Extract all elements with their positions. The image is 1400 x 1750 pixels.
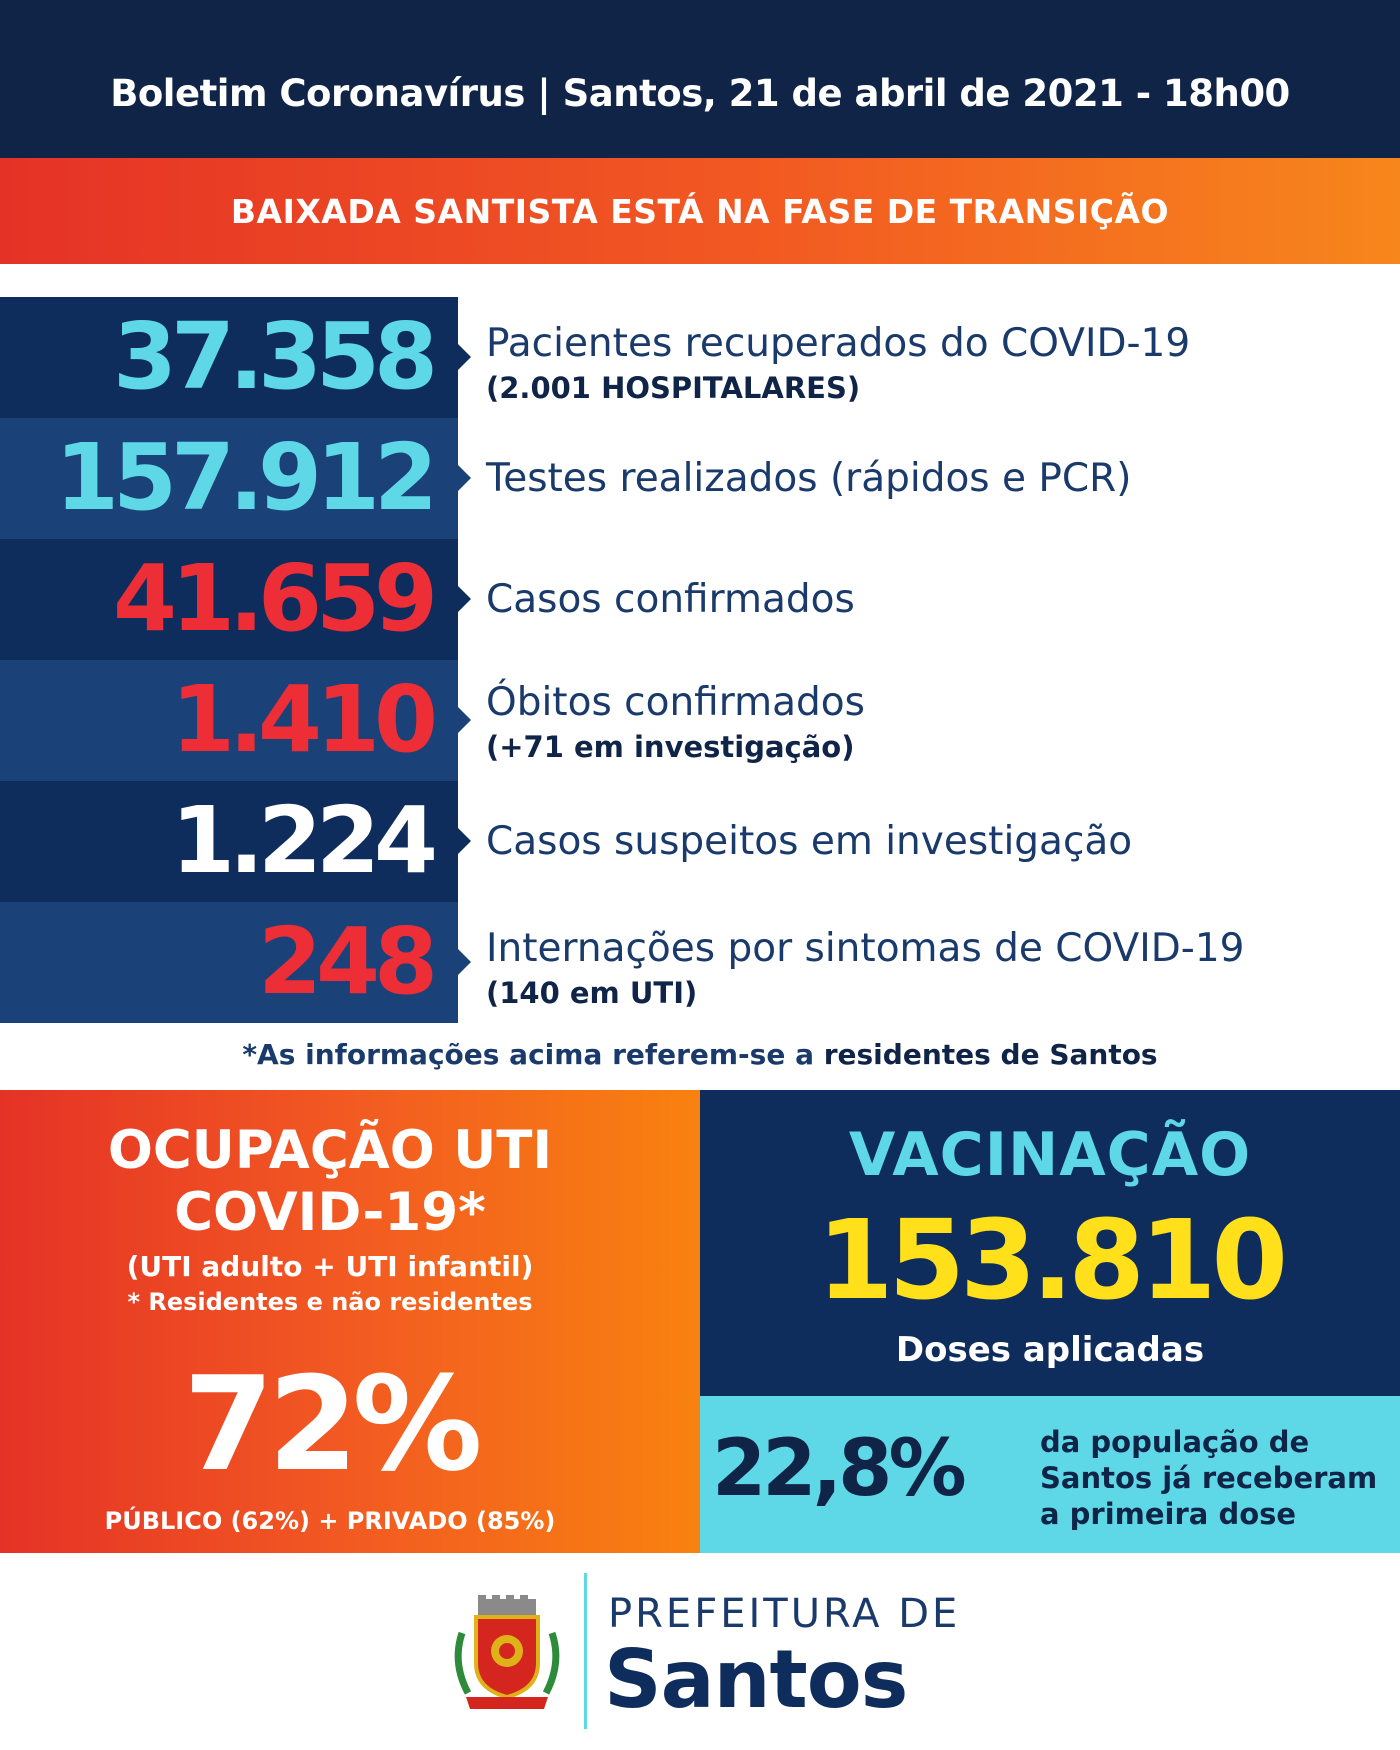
vaccination-title: VACINAÇÃO <box>848 1120 1252 1190</box>
stat-value-suspected: 1.224 <box>170 787 432 894</box>
stat-number-cell <box>0 418 458 539</box>
stat-label-confirmed: Casos confirmados <box>486 577 855 622</box>
population-percent: 22,8% <box>712 1424 963 1514</box>
stat-label-tests: Testes realizados (rápidos e PCR) <box>486 456 1132 501</box>
stat-number-cell <box>0 781 458 902</box>
arrow-pointer <box>458 344 471 370</box>
stat-row-confirmed <box>0 539 1400 660</box>
stat-value-hospitalized: 248 <box>257 908 432 1015</box>
footer <box>0 1553 1400 1750</box>
population-text-line1: da população de <box>1040 1425 1310 1459</box>
santos-coat-of-arms-icon <box>448 1593 566 1713</box>
residents-note <box>0 1038 1400 1071</box>
phase-banner <box>0 158 1400 264</box>
stat-value-confirmed: 41.659 <box>112 545 432 652</box>
header <box>0 0 1400 158</box>
stat-row-hospitalized <box>0 902 1400 1023</box>
uti-title-line1: OCUPAÇÃO UTI <box>107 1120 553 1181</box>
stat-number-cell <box>0 539 458 660</box>
stat-label-recovered: Pacientes recuperados do COVID-19 <box>486 321 1191 366</box>
stat-sub-deaths: (+71 em investigação) <box>486 730 855 764</box>
phase-banner-text: BAIXADA SANTISTA ESTÁ NA FASE DE TRANSIÇÃO <box>230 192 1170 231</box>
residents-note-bold: residentes de Santos <box>823 1038 1158 1071</box>
stat-label-deaths: Óbitos confirmados <box>486 680 865 725</box>
arrow-pointer <box>458 828 471 854</box>
arrow-pointer <box>458 586 471 612</box>
residents-note-prefix: *As informações acima referem-se a <box>242 1038 824 1071</box>
stat-value-tests: 157.912 <box>54 424 432 531</box>
stat-row-tests <box>0 418 1400 539</box>
stat-label-suspected: Casos suspeitos em investigação <box>486 819 1133 864</box>
footer-divider <box>584 1573 587 1729</box>
uti-occupancy-panel <box>0 1090 700 1553</box>
population-text <box>1040 1424 1377 1532</box>
stat-value-recovered: 37.358 <box>112 303 432 410</box>
stat-number-cell <box>0 297 458 418</box>
uti-breakdown: PÚBLICO (62%) + PRIVADO (85%) <box>104 1507 556 1535</box>
stat-number-cell <box>0 902 458 1023</box>
vaccination-doses: 153.810 <box>816 1196 1283 1324</box>
stat-row-deaths <box>0 660 1400 781</box>
arrow-pointer <box>458 707 471 733</box>
stat-sub-recovered: (2.001 HOSPITALARES) <box>486 371 861 405</box>
stat-sub-hospitalized: (140 em UTI) <box>486 976 698 1010</box>
population-text-line2: Santos já receberam <box>1040 1461 1378 1495</box>
santos-label: Santos <box>604 1633 908 1726</box>
bulletin-title: Boletim Coronavírus | Santos, 21 de abril de 2021 - 18h00 <box>110 72 1290 115</box>
arrow-pointer <box>458 465 471 491</box>
stat-label-hospitalized: Internações por sintomas de COVID-19 <box>486 926 1245 971</box>
population-panel <box>700 1396 1400 1553</box>
uti-residents-note: * Residentes e não residentes <box>127 1288 533 1316</box>
vaccination-panel <box>700 1090 1400 1396</box>
uti-subtitle: (UTI adulto + UTI infantil) <box>126 1250 534 1283</box>
vaccination-doses-label: Doses aplicadas <box>895 1330 1205 1370</box>
stat-row-recovered <box>0 297 1400 418</box>
stat-row-suspected <box>0 781 1400 902</box>
stat-number-cell <box>0 660 458 781</box>
population-text-line3: a primeira dose <box>1040 1497 1297 1531</box>
arrow-pointer <box>458 949 471 975</box>
stat-value-deaths: 1.410 <box>170 666 432 773</box>
uti-title-line2: COVID-19* <box>174 1182 486 1243</box>
prefeitura-label: PREFEITURA DE <box>608 1591 961 1637</box>
uti-percent: 72% <box>183 1348 477 1500</box>
